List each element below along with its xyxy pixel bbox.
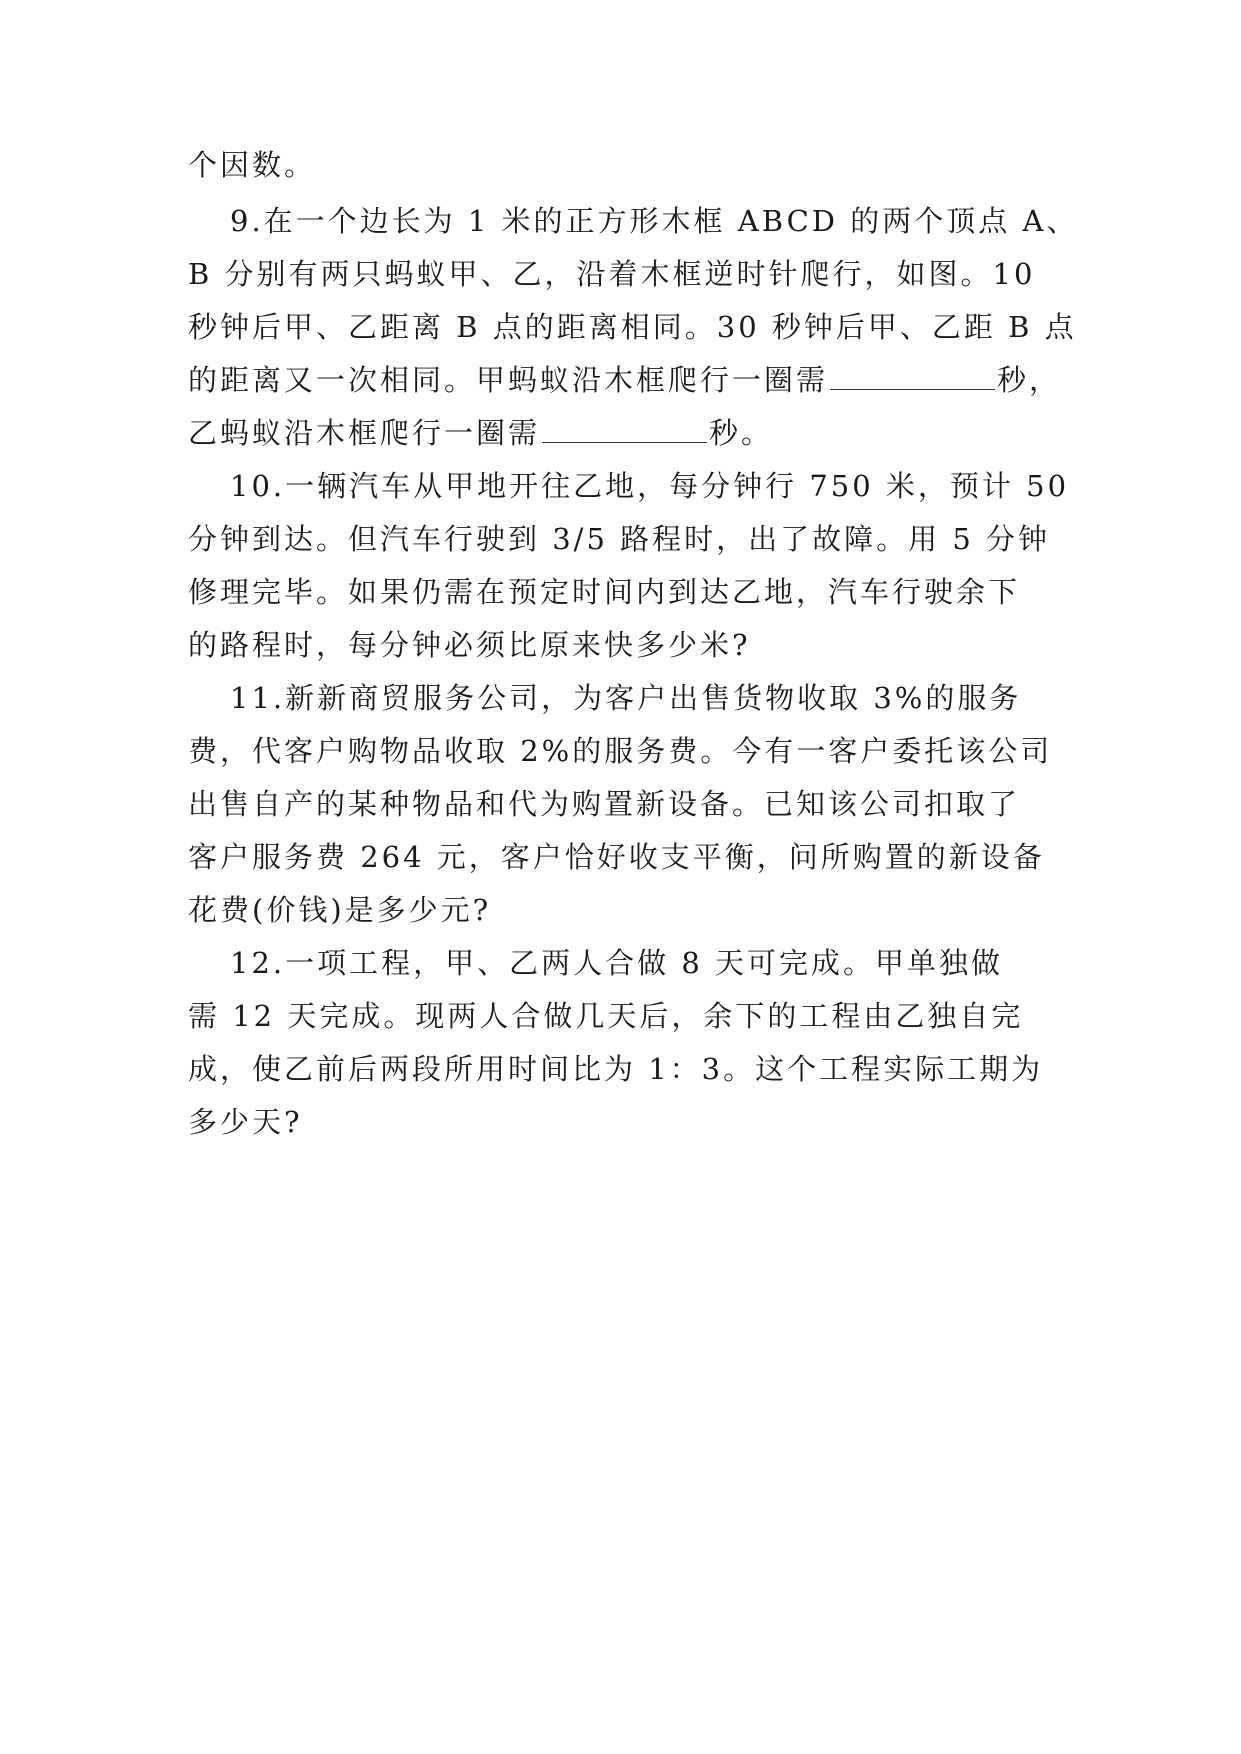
text-line: 多少天? xyxy=(188,1105,303,1139)
text-line: 客户服务费 264 元，客户恰好收支平衡，问所购置的新设备 xyxy=(188,840,1045,874)
text-line xyxy=(188,360,1068,400)
text-line: 需 12 天完成。现两人合做几天后，余下的工程由乙独自完 xyxy=(188,999,1024,1033)
text-line: 出售自产的某种物品和代为购置新设备。已知该公司扣取了 xyxy=(188,787,1021,821)
text-line: 秒钟后甲、乙距离 B 点的距离相同。30 秒钟后甲、乙距 B 点 xyxy=(188,310,1077,344)
answer-blank[interactable] xyxy=(542,416,707,443)
text-segment: 乙蚂蚁沿木框爬行一圈需 xyxy=(188,416,541,450)
text-segment: 秒， xyxy=(997,363,1062,397)
question-12-line: 12.一项工程，甲、乙两人合做 8 天可完成。甲单独做 xyxy=(230,946,1004,980)
question-10-line: 10.一辆汽车从甲地开往乙地，每分钟行 750 米，预计 50 xyxy=(230,469,1070,503)
text-line: 花费(价钱)是多少元? xyxy=(188,893,492,927)
text-line xyxy=(188,413,1068,453)
text-segment: 的距离又一次相同。甲蚂蚁沿木框爬行一圈需 xyxy=(188,363,829,397)
text-segment: 秒。 xyxy=(709,416,774,450)
text-line: 修理完毕。如果仍需在预定时间内到达乙地，汽车行驶余下 xyxy=(188,575,1021,609)
text-line: 费，代客户购物品收取 2%的服务费。今有一客户委托该公司 xyxy=(188,734,1053,768)
question-11-line: 11.新新商贸服务公司，为客户出售货物收取 3%的服务 xyxy=(230,681,1022,715)
text-line: B 分别有两只蚂蚁甲、乙，沿着木框逆时针爬行，如图。10 xyxy=(188,257,1036,291)
text-line: 个因数。 xyxy=(188,148,317,182)
text-line: 的路程时，每分钟必须比原来快多少米? xyxy=(188,628,751,662)
question-9-line: 9.在一个边长为 1 米的正方形木框 ABCD 的两个顶点 A、 xyxy=(230,204,1079,238)
text-line: 分钟到达。但汽车行驶到 3/5 路程时，出了故障。用 5 分钟 xyxy=(188,522,1050,556)
answer-blank[interactable] xyxy=(830,363,995,390)
text-line: 成，使乙前后两段所用时间比为 1：3。这个工程实际工期为 xyxy=(188,1052,1044,1086)
